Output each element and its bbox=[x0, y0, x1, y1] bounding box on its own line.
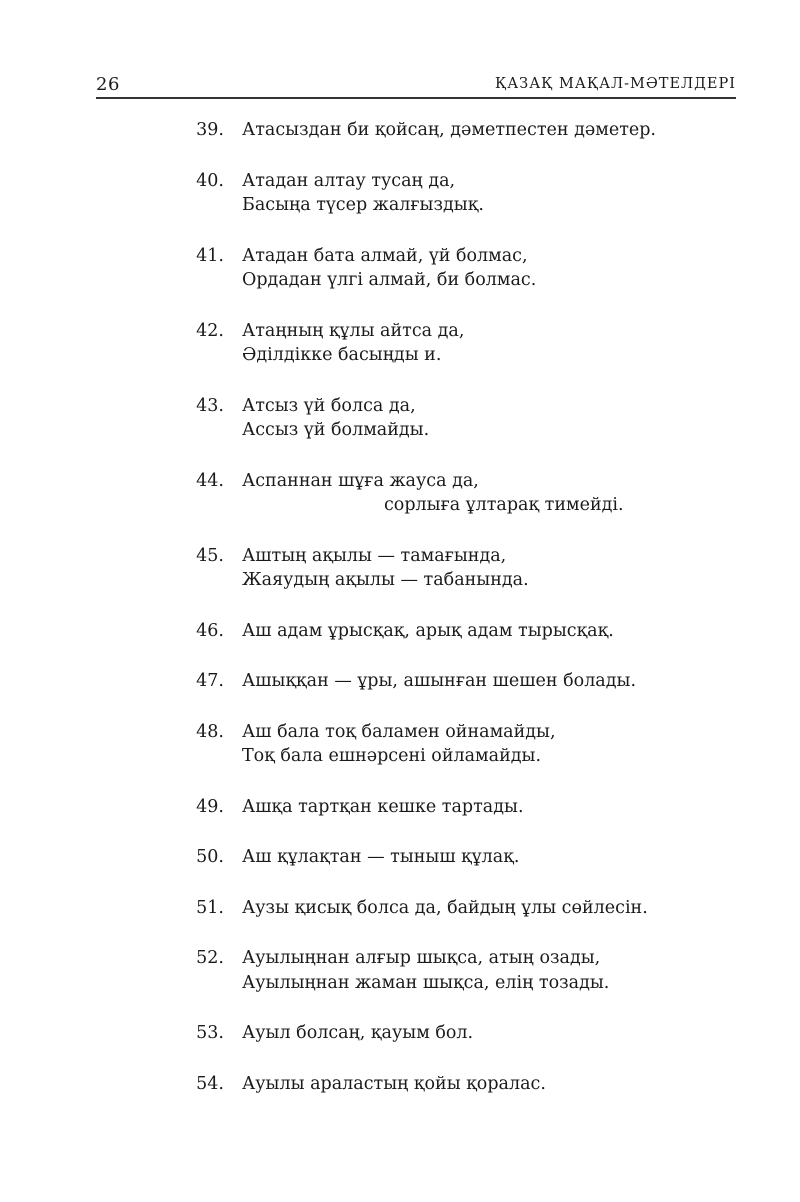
proverb-item bbox=[180, 118, 740, 143]
proverb-number: 53. bbox=[196, 1023, 224, 1043]
proverb-line: Ауыл болсаң, қауым бол. bbox=[242, 1023, 474, 1043]
proverb-line: Ашқа тартқан кешке тартады. bbox=[242, 796, 524, 817]
proverb-item bbox=[180, 669, 740, 694]
proverb-line: Атасыздан би қойсаң, дәметпестен дәметер. bbox=[242, 120, 656, 140]
proverb-line: Ассыз үй болмайды. bbox=[242, 420, 430, 440]
running-title: ҚАЗАҚ МАҚАЛ-МӘТЕЛДЕРІ bbox=[494, 76, 736, 92]
proverb-item bbox=[180, 795, 740, 820]
proverb-line: Ауылы араластың қойы қоралас. bbox=[242, 1073, 546, 1094]
proverb-item bbox=[180, 946, 740, 995]
proverb-number: 46. bbox=[196, 620, 224, 641]
proverb-item bbox=[180, 469, 740, 518]
proverb-number: 48. bbox=[196, 721, 224, 742]
proverb-number: 40. bbox=[196, 170, 224, 191]
proverb-number: 43. bbox=[196, 395, 224, 416]
proverb-number: 52. bbox=[196, 948, 224, 968]
proverb-line: Басыңа түсер жалғыздық. bbox=[242, 195, 484, 215]
proverb-line: Аштың ақылы — тамағында, bbox=[242, 545, 507, 566]
proverb-line: Аш бала тоқ баламен ойнамайды, bbox=[242, 721, 556, 742]
proverb-line: Атсыз үй болса да, bbox=[242, 395, 416, 416]
proverb-number: 39. bbox=[196, 120, 224, 140]
proverb-line: Аузы қисық болса да, байдың ұлы сөйлесін. bbox=[242, 897, 648, 918]
proverb-item bbox=[180, 619, 740, 644]
proverb-line: Атаңның құлы айтса да, bbox=[242, 320, 465, 341]
proverb-line: Ауылыңнан алғыр шықса, атың озады, bbox=[242, 948, 601, 968]
proverb-line: Ордадан үлгі алмай, би болмас. bbox=[242, 270, 537, 290]
proverb-line: Ашыққан — ұры, ашынған шешен болады. bbox=[242, 671, 637, 691]
proverb-number: 44. bbox=[196, 470, 224, 491]
proverb-line: Аш құлақтан — тыныш құлақ. bbox=[242, 847, 520, 867]
proverb-item bbox=[180, 720, 740, 769]
proverb-line: Атадан алтау тусаң да, bbox=[242, 170, 456, 191]
proverb-item bbox=[180, 244, 740, 293]
proverb-item bbox=[180, 394, 740, 443]
proverb-line: Тоқ бала ешнәрсені ойламайды. bbox=[242, 746, 542, 766]
proverb-number: 47. bbox=[196, 671, 224, 691]
proverb-item bbox=[180, 1072, 740, 1097]
header-rule bbox=[96, 97, 736, 99]
proverb-line: Аш адам ұрысқақ, арық адам тырысқақ. bbox=[242, 620, 614, 641]
proverb-line: сорлыға ұлтарақ тимейді. bbox=[384, 495, 624, 515]
proverb-number: 49. bbox=[196, 796, 224, 817]
proverb-item bbox=[180, 169, 740, 218]
page-header bbox=[96, 72, 736, 100]
proverb-item bbox=[180, 845, 740, 870]
proverb-line: Ауылыңнан жаман шықса, елің тозады. bbox=[242, 972, 610, 993]
proverb-item bbox=[180, 544, 740, 593]
proverb-item bbox=[180, 896, 740, 921]
proverb-list bbox=[180, 118, 740, 1122]
page-number: 26 bbox=[96, 74, 120, 95]
proverb-line: Жаяудың ақылы — табанында. bbox=[242, 570, 529, 590]
proverb-number: 42. bbox=[196, 320, 224, 341]
proverb-number: 45. bbox=[196, 545, 224, 566]
proverb-number: 41. bbox=[196, 245, 224, 266]
proverb-item bbox=[180, 1021, 740, 1046]
proverb-number: 50. bbox=[196, 847, 224, 867]
proverb-number: 51. bbox=[196, 897, 224, 918]
proverb-line: Аспаннан шұға жауса да, bbox=[242, 470, 479, 491]
proverb-number: 54. bbox=[196, 1073, 224, 1094]
proverb-line: Әділдікке басыңды и. bbox=[242, 345, 442, 365]
proverb-item bbox=[180, 319, 740, 368]
proverb-line: Атадан бата алмай, үй болмас, bbox=[242, 245, 528, 266]
